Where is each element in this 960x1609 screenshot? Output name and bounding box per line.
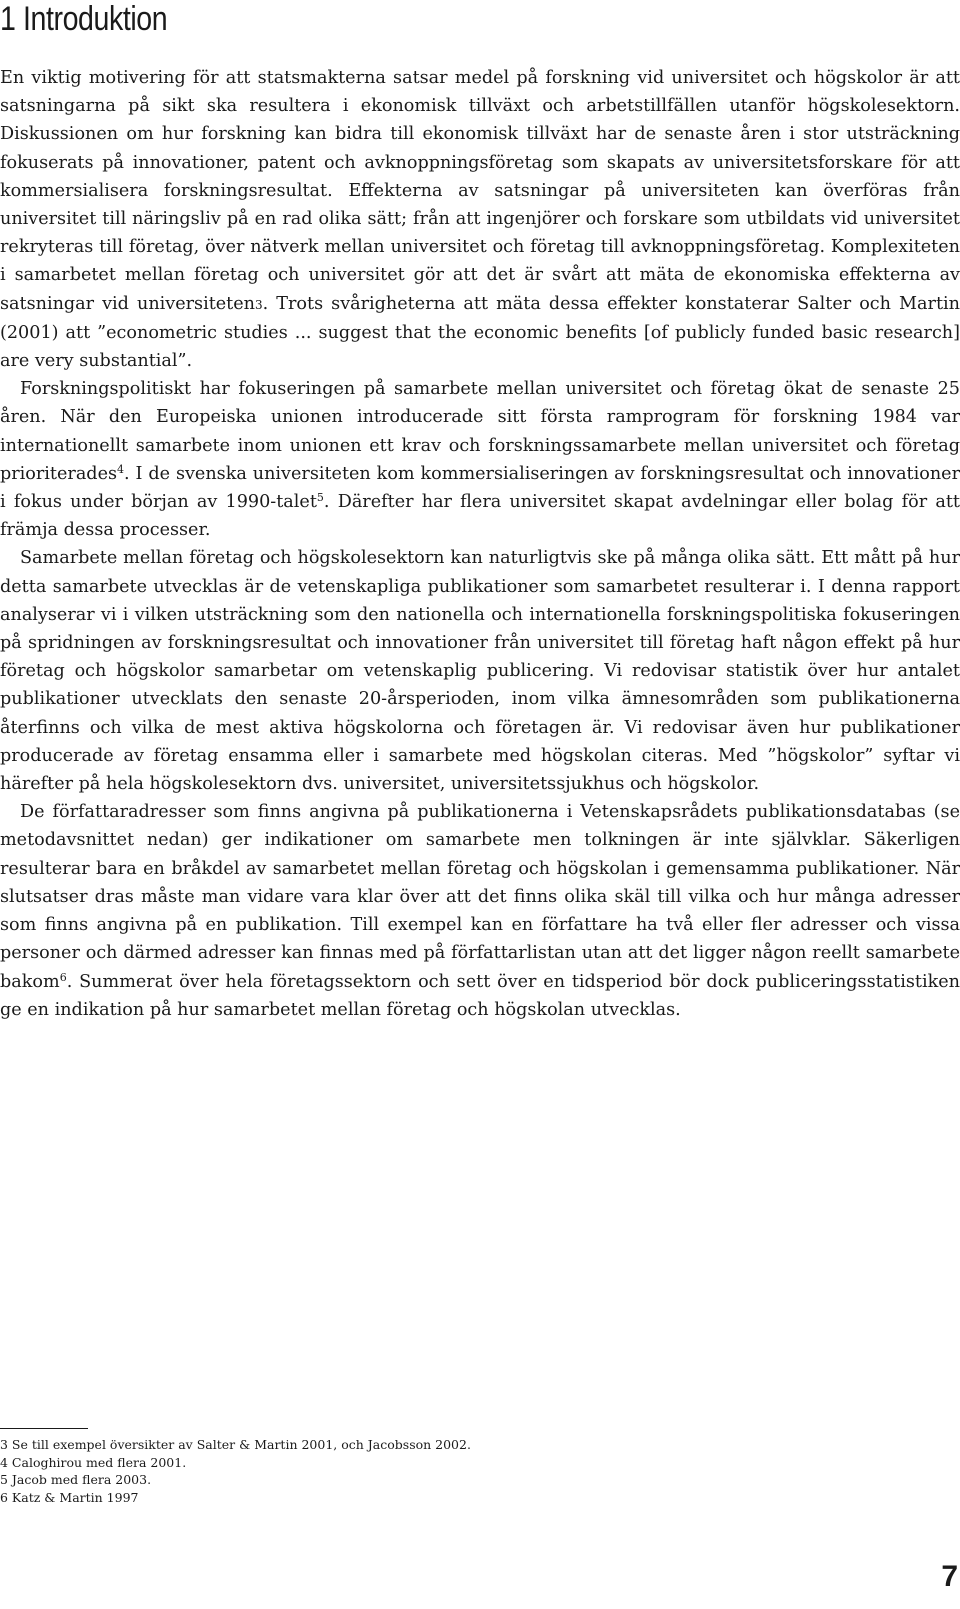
footnote-4: 4 Caloghirou med flera 2001. — [0, 1454, 187, 1470]
footnotes — [0, 1436, 471, 1506]
paragraph-1-text-b: . Trots svårigheterna att mäta dessa effekter konstaterar Salter och Martin (2001) att ”econometric studies ... suggest that the economic benefits [of publicly funded basic research] are very substantial”. — [0, 293, 960, 372]
paragraph-4 — [0, 798, 960, 1024]
paragraph-4-text-a: De författaradresser som finns angivna på publikationerna i Vetenskapsrådets publikationsdatabas (se metodavsnittet nedan) ger indikationer om samarbete men tolkningen är inte självklar. Säkerligen resulterar bara en bråkdel av samarbetet mellan företag och högskolan i gemensamma publikationer. När slutsatser dras måste man vidare vara klar över att det finns olika skäl till vilka och hur många adresser som finns angivna på en publikation. Till exempel kan en författare ha två eller fler adresser och vissa personer och därmed adresser kan finnas med på författarlistan utan att det ligger någon reellt samarbete bakom — [0, 802, 960, 992]
paragraph-2 — [0, 375, 960, 544]
paragraph-3: Samarbete mellan företag och högskolesektorn kan naturligtvis ske på många olika sätt. Ett mått på hur detta samarbete utvecklas är de vetenskapliga publikationer som samarbetet resulterar i. I denna rapport analyserar vi i vilken utsträckning som den nationella och internationella forskningspolitiska fokuseringen på spridningen av forskningsresultat och innovationer från universitet till företag haft någon effekt på hur företag och högskolor samarbetar om vetenskaplig publicering. Vi redovisar statistik över hur antalet publikationer utvecklats den senaste 20-årsperioden, inom vilka ämnesområden som publikationerna återfinns och vilka de mest aktiva högskolorna och företagen är. Vi redovisar även hur publikationer producerade av företag ensamma eller i samarbete med högskolan citeras. Med ”högskolor” syftar vi härefter på hela högskolesektorn dvs. universitet, universitetssjukhus och högskolor. — [0, 548, 960, 795]
footnote-5: 5 Jacob med flera 2003. — [0, 1472, 152, 1487]
section-heading: 1 Introduktion — [0, 0, 168, 38]
footnote-3: 3 Se till exempel översikter av Salter & Martin 2001, och Jacobsson 2002. — [0, 1437, 471, 1452]
paragraph-1 — [0, 64, 960, 375]
footnote-ref-6: 6 — [59, 970, 67, 984]
paragraph-2-text-a: Forskningspolitiskt har fokuseringen på samarbete mellan universitet och företag ökat de senaste 25 åren. När den Europeiska unionen introducerade sitt första ramprogram för forskning 1984 var internationellt samarbete inom unionen ett krav och forskningssamarbete mellan universitet och företag prioriterades — [0, 379, 960, 484]
footnote-divider — [0, 1428, 88, 1429]
footnote-ref-3: 3 — [255, 297, 263, 312]
body-text — [0, 64, 960, 1024]
paragraph-1-text-a: En viktig motivering för att statsmakterna satsar medel på forskning vid universitet och högskolor är att satsningarna på sikt ska resultera i ekonomisk tillväxt och arbetstillfällen utanför högskolesektorn. Diskussionen om hur forskning kan bidra till ekonomisk tillväxt har de senaste åren i stor utsträckning fokuserats på innovationer, patent och avknoppningsföretag som skapats av universitetsforskare för att kommersialisera forskningsresultat. Effekterna av satsningar på universiteten kan överföras från universitet till näringsliv på en rad olika sätt; från att ingenjörer och forskare som utbildats vid universitet rekryteras till företag, över nätverk mellan universitet och företag till avknoppningsföretag. Komplexiteten i samarbetet mellan företag och universitet gör att det är svårt att mäta de ekonomiska effekterna av satsningar vid universiteten — [0, 68, 960, 314]
footnote-ref-4: 4 — [117, 462, 125, 476]
paragraph-2-text-b: . I de svenska universiteten kom kommersialiseringen av forskningsresultat och innovationer i fokus under början av 1990-talet — [0, 463, 960, 513]
footnote-6: 6 Katz & Martin 1997 — [0, 1489, 139, 1505]
page-number: 7 — [941, 1560, 958, 1593]
paragraph-2-text-c: . Därefter har flera universitet skapat avdelningar eller bolag för att främja dessa processer. — [0, 492, 960, 541]
footnote-ref-5: 5 — [316, 491, 324, 505]
paragraph-4-text-b: . Summerat över hela företagssektorn och sett över en tidsperiod bör dock publiceringsstatistiken ge en indikation på hur samarbetet mellan företag och högskolan utvecklas. — [0, 971, 960, 1020]
